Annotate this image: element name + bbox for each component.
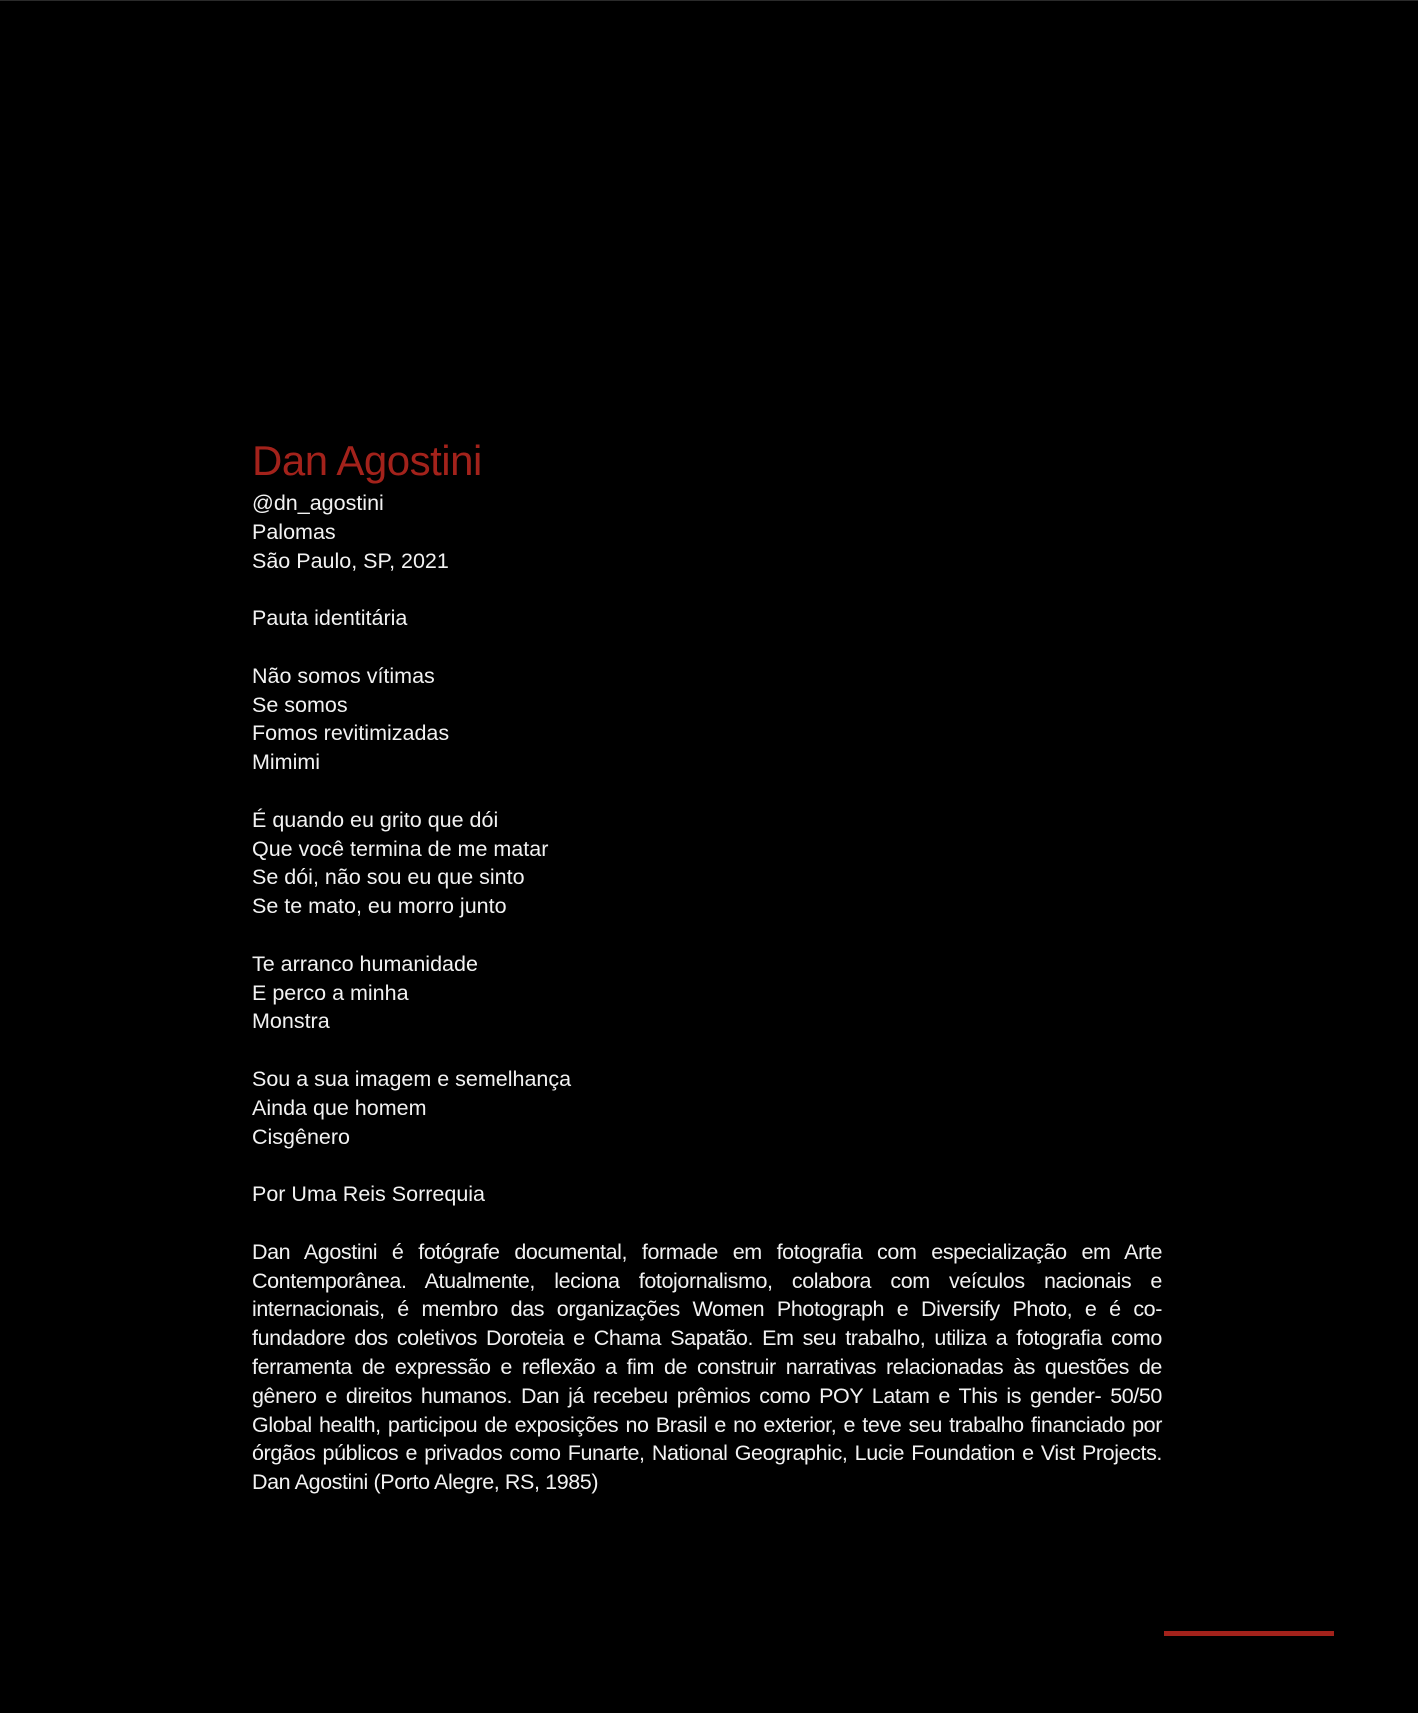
poem-line: Sou a sua imagem e semelhança	[252, 1066, 572, 1091]
place-year: São Paulo, SP, 2021	[252, 548, 449, 573]
poem-line: Que você termina de me matar	[252, 836, 549, 861]
poem-line: Cisgênero	[252, 1124, 350, 1149]
poem-line: Te arranco humanidade	[252, 951, 478, 976]
spacer	[252, 1209, 1162, 1238]
artist-bio: Dan Agostini é fotógrafe documental, formade em fotografia com especialização em Arte Contemporânea. Atualmente, leciona fotojornalismo, colabora com veículos nacionais e internacionais, é membro das organizações Women Photograph e Diversify Photo, e é co-fundadore dos coletivos Doroteia e Chama Sapatão. Em seu trabalho, utiliza a fotografia como ferramenta de expressão e reflexão a fim de construir narrativas relacionadas às questões de gênero e direitos humanos. Dan já recebeu prêmios como POY Latam e This is gender- 50/50 Global health, participou de exposições no Brasil e no exterior, e teve seu trabalho financiado por órgãos públicos e privados como Funarte, National Geographic, Lucie Foundation e Vist Projects. Dan Agostini (Porto Alegre, RS, 1985)	[252, 1239, 1162, 1495]
spacer	[252, 777, 1162, 806]
poem-line: Ainda que homem	[252, 1095, 427, 1120]
spacer	[252, 1036, 1162, 1065]
poem-line: Se te mato, eu morro junto	[252, 894, 507, 919]
poem-stanza	[252, 806, 1162, 921]
poem-stanza	[252, 950, 1162, 1036]
poem-line: Fomos revitimizadas	[252, 721, 450, 746]
poem-stanza	[252, 1065, 1162, 1151]
artist-handle: @dn_agostini	[252, 491, 384, 515]
poem-line: Não somos vítimas	[252, 663, 435, 688]
poem-line: Mimimi	[252, 750, 321, 775]
poem-line: E perco a minha	[252, 980, 409, 1005]
poem-line: Monstra	[252, 1009, 330, 1034]
poem-line: Se somos	[252, 692, 348, 717]
spacer	[252, 921, 1162, 950]
accent-rule	[1164, 1631, 1334, 1636]
work-title: Palomas	[252, 519, 336, 544]
poem-line: É quando eu grito que dói	[252, 807, 499, 832]
spacer	[252, 575, 1162, 604]
poem-heading: Pauta identitária	[252, 606, 408, 631]
poem-author: Por Uma Reis Sorrequia	[252, 1182, 486, 1207]
artist-name: Dan Agostini	[252, 437, 482, 484]
poem-stanza	[252, 662, 1162, 777]
text-block	[252, 433, 1162, 1497]
spacer	[252, 633, 1162, 662]
spacer	[252, 1151, 1162, 1180]
poem-line: Se dói, não sou eu que sinto	[252, 865, 525, 890]
